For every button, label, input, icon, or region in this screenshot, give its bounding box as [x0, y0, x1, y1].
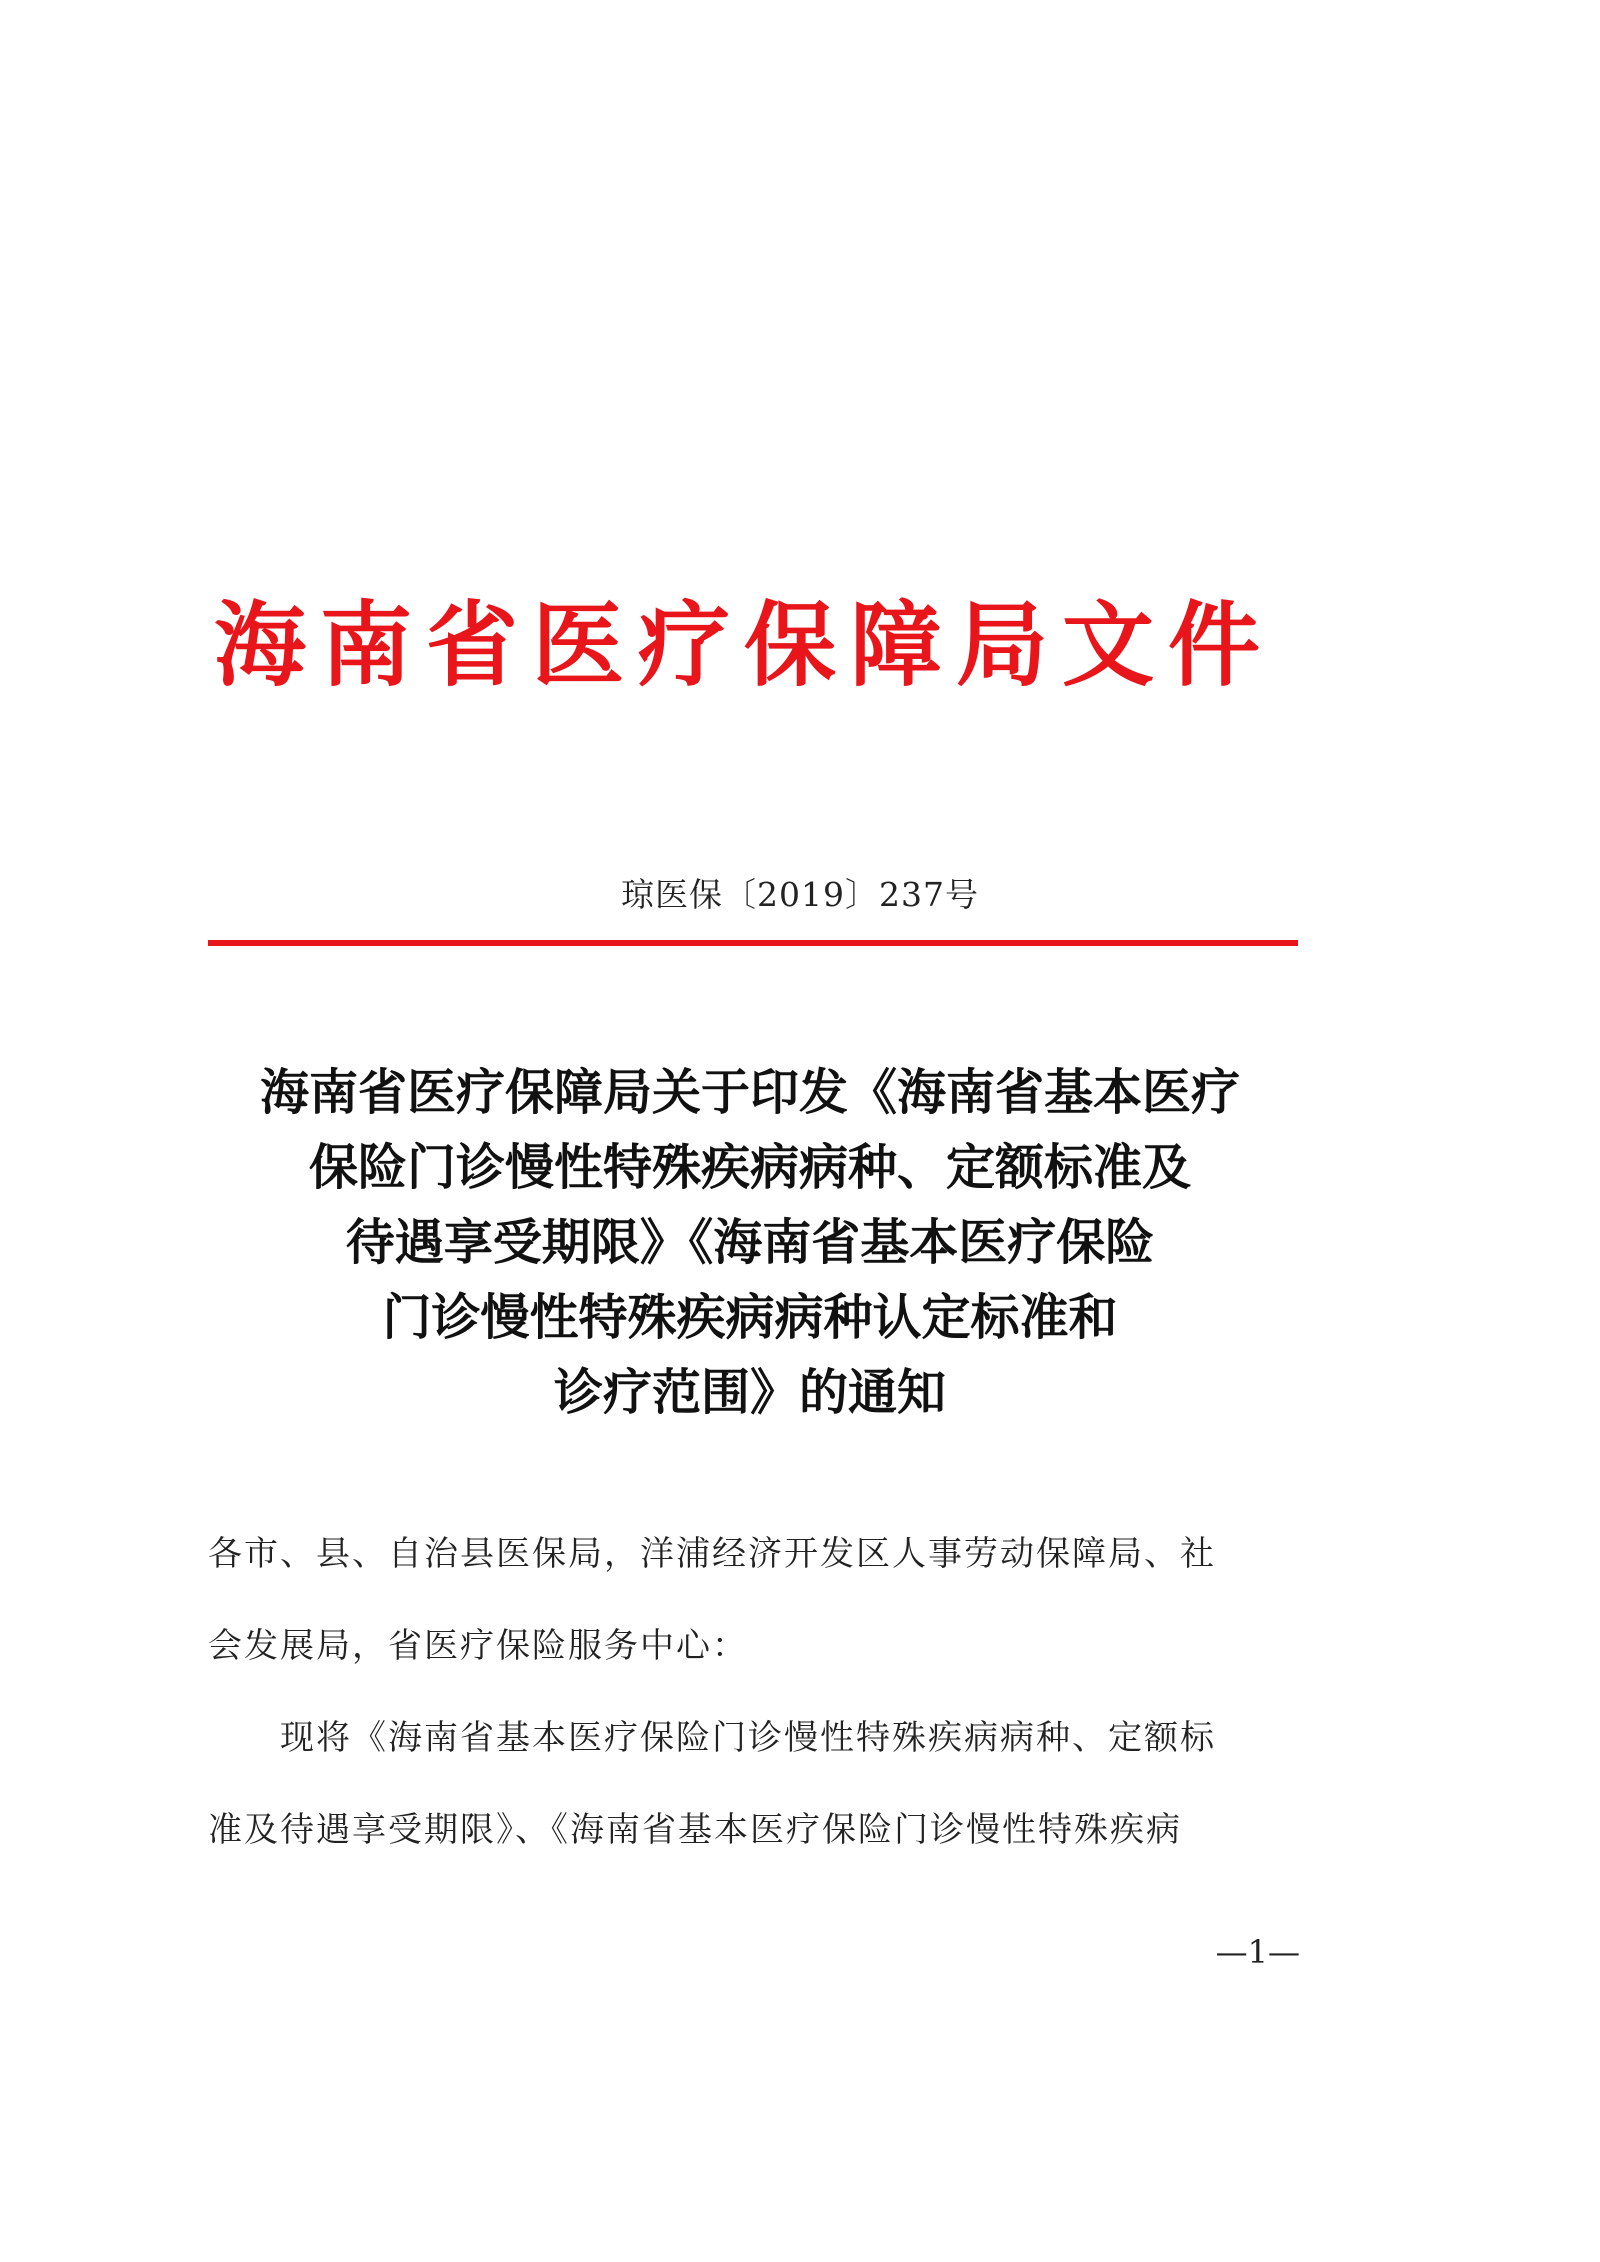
document-number: 琼医保〔2019〕237号 [621, 875, 979, 914]
page-number: —1— [1215, 1933, 1300, 1971]
document-title [180, 1055, 1320, 1430]
header-divider-rule [208, 940, 1298, 946]
body-paragraph-line-1: 现将《海南省基本医疗保险门诊慢性特殊疾病病种、定额标 [208, 1718, 1216, 1758]
title-line-1: 海南省医疗保障局关于印发《海南省基本医疗 [259, 1063, 1240, 1121]
title-line-2: 保险门诊慢性特殊疾病病种、定额标准及 [308, 1138, 1191, 1196]
title-line-5: 诊疗范围》的通知 [553, 1363, 946, 1421]
issuer-header-title: 海南省医疗保障局文件 [214, 591, 1275, 699]
title-line-4: 门诊慢性特殊疾病病种认定标准和 [382, 1288, 1118, 1346]
addressee-line-1: 各市、县、自治县医保局，洋浦经济开发区人事劳动保障局、社 [208, 1534, 1216, 1574]
body-paragraph-line-2: 准及待遇享受期限》、《海南省基本医疗保险门诊慢性特殊疾病 [208, 1810, 1182, 1850]
addressee-line-2: 会发展局，省医疗保险服务中心： [208, 1626, 748, 1666]
title-line-3: 待遇享受期限》《海南省基本医疗保险 [345, 1213, 1155, 1271]
document-body [208, 1508, 1300, 1876]
